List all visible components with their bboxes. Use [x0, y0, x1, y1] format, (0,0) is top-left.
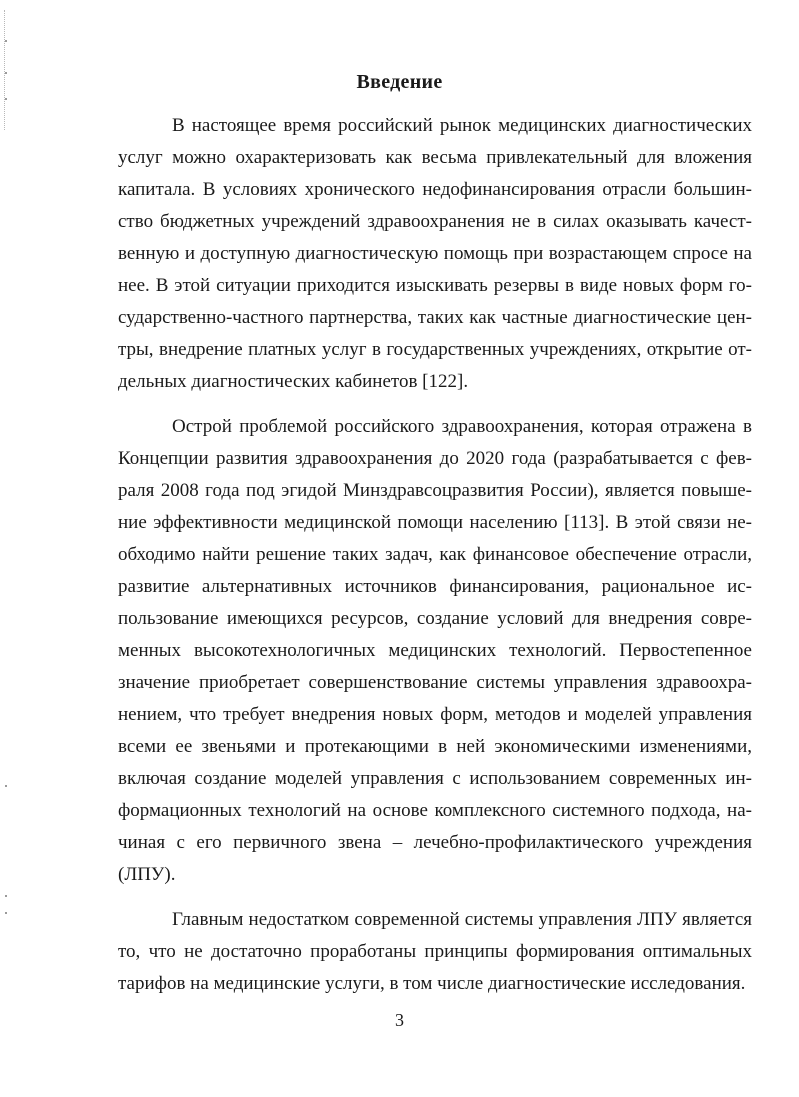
text-line: В настоящее время российский рынок медицинских диагностических [172, 115, 752, 136]
text-line: обходимо найти решение таких задач, как финансовое обеспечение отрасли, [118, 544, 752, 565]
text-line: пользование имеющихся ресурсов, создание условий для внедрения совре- [118, 608, 752, 629]
text-line: тры, внедрение платных услуг в государственных учреждениях, открытие от- [118, 339, 752, 360]
text-line: капитала. В условиях хронического недофинансирования отрасли большин- [118, 179, 752, 200]
scan-artifact [5, 912, 7, 914]
page-title: Введение [356, 71, 443, 93]
text-line: развитие альтернативных источников финансирования, рациональное ис- [118, 576, 752, 597]
text-line: нением, что требует внедрения новых форм, методов и моделей управления [118, 704, 752, 725]
scan-artifact [5, 895, 7, 897]
scan-artifact [5, 785, 7, 787]
text-line: дельных диагностических кабинетов [122]. [118, 371, 469, 392]
text-line: раля 2008 года под эгидой Минздравсоцразвития России), является повыше- [118, 480, 752, 501]
scan-artifact [4, 10, 11, 130]
scan-artifact [5, 40, 7, 42]
page-number: 3 [395, 1010, 404, 1030]
text-line: менных высокотехнологичных медицинских технологий. Первостепенное [118, 640, 752, 661]
text-line: формационных технологий на основе комплексного системного подхода, на- [118, 800, 752, 821]
text-line: нее. В этой ситуации приходится изыскивать резервы в виде новых форм го- [118, 275, 752, 296]
text-line: (ЛПУ). [118, 864, 176, 885]
text-line: значение приобретает совершенствование системы управления здравоохра- [118, 672, 752, 693]
text-line: сударственно-частного партнерства, таких как частные диагностические цен- [118, 307, 752, 328]
text-line: услуг можно охарактеризовать как весьма привлекательный для вложения [118, 147, 752, 168]
scan-artifact [5, 98, 7, 100]
text-line: то, что не достаточно проработаны принципы формирования оптимальных [118, 941, 752, 962]
text-line: всеми ее звеньями и протекающими в ней экономическими изменениями, [118, 736, 752, 757]
text-line: включая создание моделей управления с использованием современных ин- [118, 768, 752, 789]
text-line: ние эффективности медицинской помощи населению [113]. В этой связи не- [118, 512, 752, 533]
text-line: Острой проблемой российского здравоохранения, которая отражена в [172, 416, 752, 437]
text-line: ство бюджетных учреждений здравоохранения не в силах оказывать качест- [118, 211, 752, 232]
text-line: венную и доступную диагностическую помощь при возрастающем спросе на [118, 243, 752, 264]
text-line: тарифов на медицинские услуги, в том числе диагностические исследования. [118, 973, 746, 994]
text-line: Главным недостатком современной системы управления ЛПУ является [172, 909, 752, 930]
text-line: Концепции развития здравоохранения до 2020 года (разрабатывается с фев- [118, 448, 752, 469]
text-line: чиная с его первичного звена – лечебно-профилактического учреждения [118, 832, 752, 853]
